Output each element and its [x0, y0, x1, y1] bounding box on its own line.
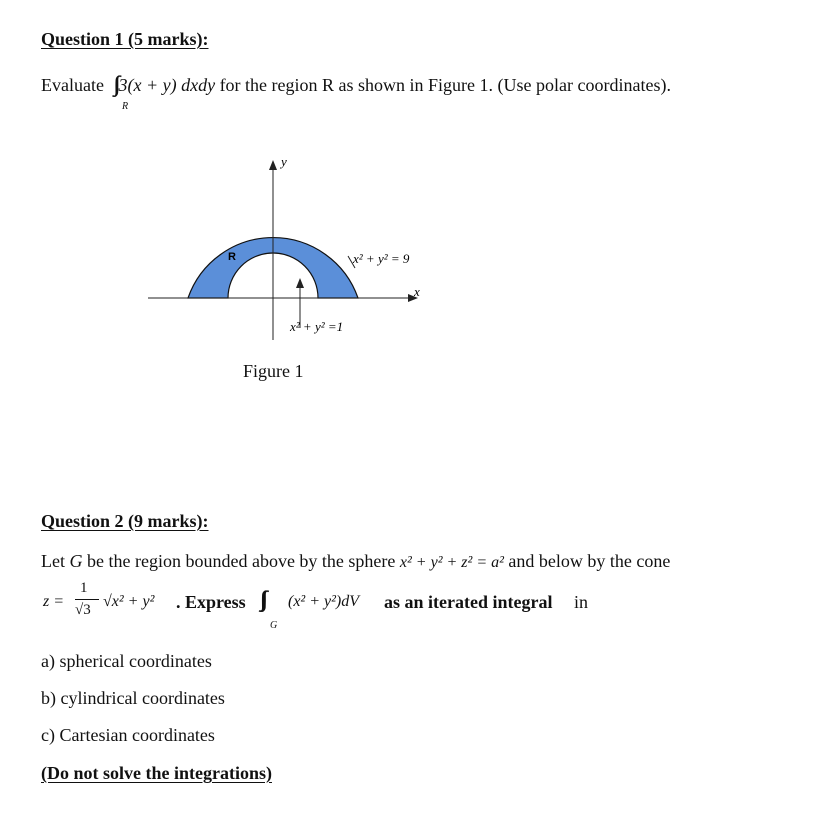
- q2-heading: Question 2 (9 marks):: [41, 511, 209, 531]
- q2-as-iterated: as an iterated integral: [384, 592, 553, 612]
- outer-circle-label: x² + y² = 9: [353, 251, 410, 266]
- cone-fraction-denominator: √3: [75, 602, 91, 618]
- figure-1-diagram: [140, 150, 460, 350]
- triple-integral-subscript: G: [270, 620, 278, 631]
- option-c: c) Cartesian coordinates: [41, 725, 215, 745]
- q1-heading: Question 1 (5 marks):: [41, 29, 209, 49]
- sphere-equation: x² + y² + z² = a²: [399, 554, 504, 571]
- q1-evaluate-word: Evaluate: [41, 75, 104, 95]
- option-b: b) cylindrical coordinates: [41, 688, 225, 708]
- y-axis-label: y: [281, 154, 287, 169]
- x-axis-label: x: [414, 284, 420, 299]
- inner-pointer-arrow: [296, 278, 304, 288]
- cone-fraction-bar: [75, 599, 99, 600]
- triple-integrand: (x² + y²)dV: [288, 593, 360, 610]
- q2-G: G: [69, 551, 83, 571]
- q1-integrand: 3(x + y) dxdy: [118, 75, 216, 95]
- q2-bounded-text: be the region bounded above by the sphere: [82, 551, 400, 571]
- q2-in: in: [574, 592, 589, 612]
- q2-line1: [41, 551, 670, 572]
- q2-cone-text: and below by the cone: [503, 551, 671, 571]
- cone-z-eq: z =: [43, 593, 65, 610]
- cone-root: √x² + y²: [103, 593, 155, 610]
- figure-1-caption: Figure 1: [243, 361, 304, 381]
- inner-circle-label: x² + y² =1: [290, 319, 344, 334]
- q1-statement: [41, 71, 671, 97]
- q1-rest: for the region R as shown in Figure 1. (Use polar coordinates).: [219, 75, 671, 95]
- q2-let: Let: [41, 551, 70, 571]
- q2-note: (Do not solve the integrations): [41, 763, 272, 783]
- q1-region-subscript: R: [122, 101, 129, 112]
- q2-express: . Express: [176, 592, 246, 612]
- cone-fraction-numerator: 1: [80, 580, 88, 596]
- option-a: a) spherical coordinates: [41, 651, 212, 671]
- y-axis-arrow: [269, 160, 277, 170]
- region-r-label: R: [228, 251, 236, 263]
